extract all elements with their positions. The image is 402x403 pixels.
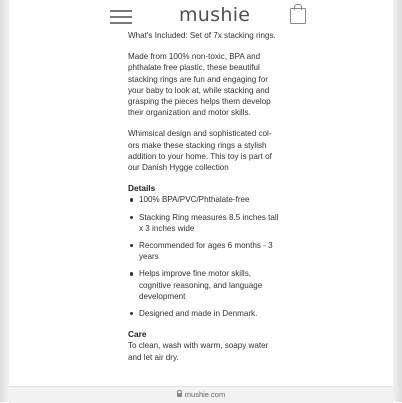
included-text: What's Included: Set of 7x stacking rings. [128, 31, 276, 40]
details-list-item: Recommended for ages 6 months - 3 years [128, 240, 280, 262]
url-display[interactable] [9, 390, 393, 399]
product-description [128, 30, 280, 363]
details-list [128, 194, 280, 319]
site-header [9, 0, 393, 32]
phone-frame-right-edge [393, 0, 402, 402]
url-text: mushie.com [184, 390, 226, 399]
phone-frame-left-edge [0, 0, 9, 402]
site-logo[interactable]: mushie [179, 4, 251, 26]
shopping-bag-icon[interactable] [290, 8, 306, 24]
details-list-item: Stacking Ring measures 8.5 inches tall x 3 inches wide [128, 212, 280, 234]
details-list-item: Designed and made in Denmark. [128, 308, 280, 319]
care-text: To clean, wash with warm, soapy water and let air dry. [128, 341, 269, 362]
care-heading: Care [128, 329, 147, 340]
details-list-item: 100% BPA/PVC/Phthalate-free [128, 194, 280, 205]
browser-address-bar[interactable] [9, 386, 393, 403]
details-heading: Details [128, 183, 156, 194]
details-list-item: Helps improve fine motor skills, cognitive reasoning, and language development [128, 268, 280, 302]
lock-icon [177, 393, 182, 397]
description-paragraph-1: Made from 100% non-toxic, BPA and phthalate free plastic, these beautiful stacking rings are fun and engaging for your baby to look at, while stacking and grasping the pieces helps them develop their organization and motor skills. [128, 52, 271, 118]
hamburger-menu-icon[interactable] [110, 10, 132, 24]
description-paragraph-2: Whimsical design and sophisticated colors make these stacking rings a stylish addition to your home. This toy is part of our Danish Hygge collection [128, 129, 272, 173]
